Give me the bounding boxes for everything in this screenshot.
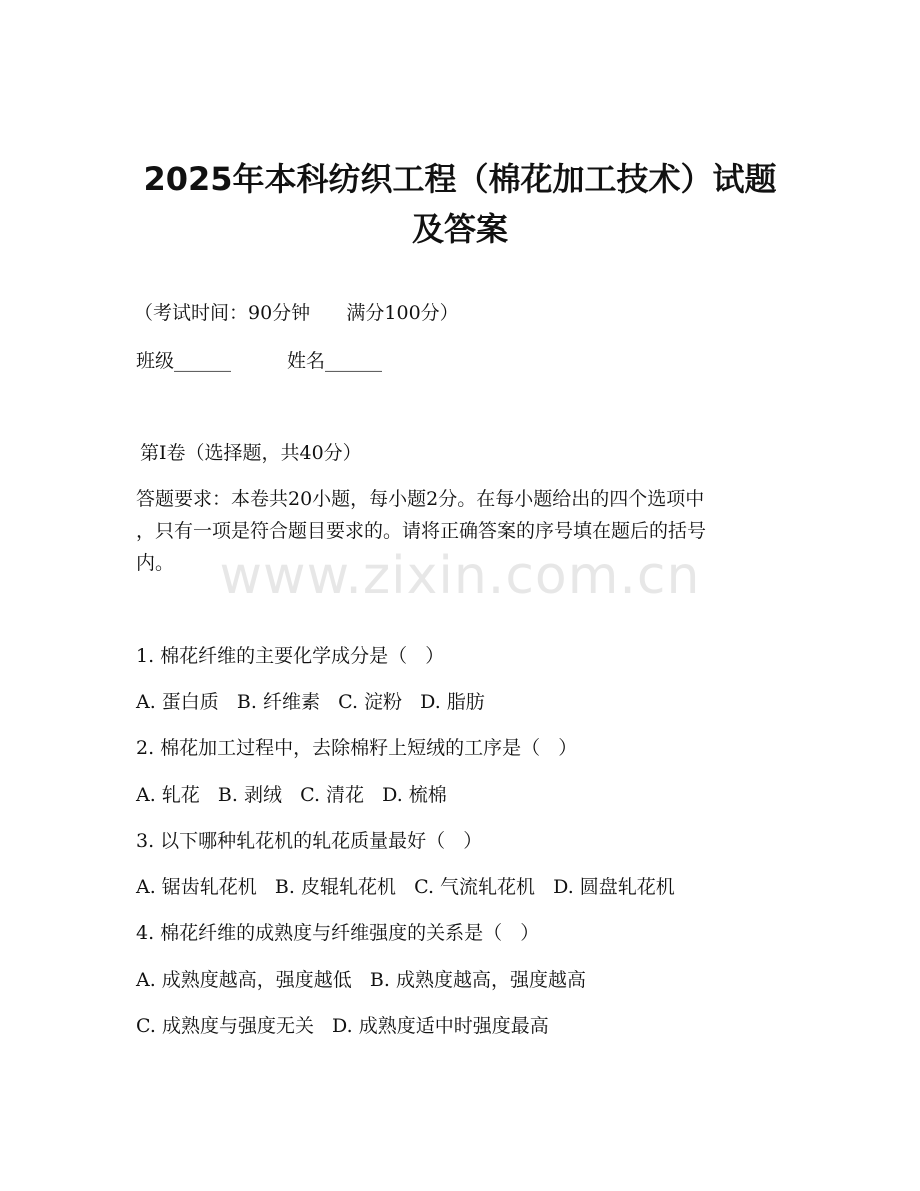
class-label: 班级______ [136,350,232,372]
name-label: 姓名______ [287,350,383,372]
section-title: 第Ⅰ卷（选择题，共40分） [140,442,362,464]
question-2-options: A. 轧花 B. 剥绒 C. 清花 D. 梳棉 [136,784,447,806]
instructions-line-3: 内。 [136,552,175,574]
question-3-options: A. 锯齿轧花机 B. 皮辊轧花机 C. 气流轧花机 D. 圆盘轧花机 [136,876,675,898]
question-4-options-line-1: A. 成熟度越高，强度越低 B. 成熟度越高，强度越高 [136,969,586,991]
question-1-options: A. 蛋白质 B. 纤维素 C. 淀粉 D. 脂肪 [136,691,485,713]
question-3-stem: 3. 以下哪种轧花机的轧花质量最好（ ） [136,830,483,852]
document-title-line-1: 2025年本科纺织工程（棉花加工技术）试题 [143,160,777,198]
question-1-stem: 1. 棉花纤维的主要化学成分是（ ） [136,645,445,667]
question-4-options-line-2: C. 成熟度与强度无关 D. 成熟度适中时强度最高 [136,1015,549,1037]
question-4-stem: 4. 棉花纤维的成熟度与纤维强度的关系是（ ） [136,922,540,944]
student-info-row [136,346,382,376]
watermark: www.zixin.com.cn [219,546,701,606]
question-2-stem: 2. 棉花加工过程中，去除棉籽上短绒的工序是（ ） [136,737,578,759]
exam-info: （考试时间：90分钟 满分100分） [134,302,459,324]
instructions-line-2: ，只有一项是符合题目要求的。请将正确答案的序号填在题后的括号 [136,520,707,542]
document-title-line-2: 及答案 [411,210,508,248]
instructions-line-1: 答题要求：本卷共20小题，每小题2分。在每小题给出的四个选项中 [136,488,705,510]
